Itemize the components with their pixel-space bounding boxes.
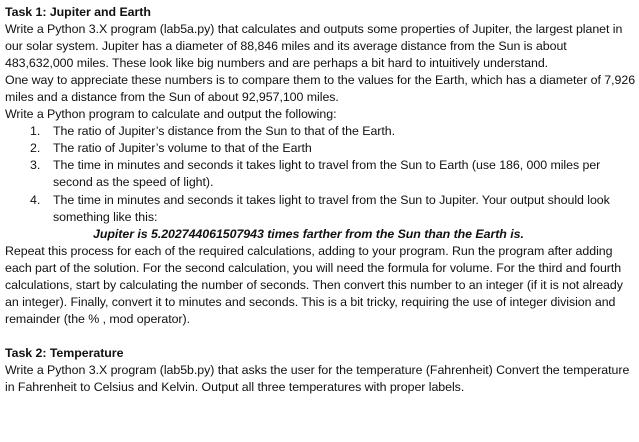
list-item xyxy=(5,192,636,226)
list-item-number: 3. xyxy=(30,158,41,173)
list-item-text: The ratio of Jupiter’s volume to that of the Earth xyxy=(53,141,312,156)
task2-body: Write a Python 3.X program (lab5b.py) that asks the user for the temperature (Fahrenheit) Convert the temperature in Fahrenheit to Celsius and Kelvin. Output all three temperatures with proper labels. xyxy=(5,362,630,394)
requirements-list xyxy=(5,123,636,225)
list-item-number: 2. xyxy=(30,141,41,156)
list-item-text: The ratio of Jupiter’s distance from the Sun to that of the Earth. xyxy=(53,124,395,139)
sample-output: Jupiter is 5.202744061507943 times farther from the Sun than the Earth is. xyxy=(93,226,524,241)
list-item xyxy=(5,157,636,191)
list-item xyxy=(5,123,636,140)
task1-intro: Write a Python 3.X program (lab5a.py) that calculates and outputs some properties of Jupiter, the largest planet in our solar system. Jupiter has a diameter of 88,846 miles and its average distance from the Sun is about 483,632,000 miles. These look like big numbers and are perhaps a bit hard to intuitively understand. xyxy=(5,22,623,71)
list-item-number: 1. xyxy=(30,124,41,139)
section-gap xyxy=(5,328,636,345)
list-item-number: 4. xyxy=(30,192,41,207)
list-item-text: The time in minutes and seconds it takes light to travel from the Sun to Jupiter. Your output should look something like this: xyxy=(53,192,610,224)
task1-instruction: Write a Python program to calculate and output the following: xyxy=(5,107,337,122)
task1-title: Task 1: Jupiter and Earth xyxy=(5,5,151,19)
list-item-text: The time in minutes and seconds it takes light to travel from the Sun to Earth (use 186, 000 miles per second as the speed of light). xyxy=(53,158,601,190)
task2-title: Task 2: Temperature xyxy=(5,345,124,360)
list-item xyxy=(5,140,636,157)
task1-compare: One way to appreciate these numbers is to compare them to the values for the Earth, which has a diameter of 7,926 miles and a distance from the Sun of about 92,957,100 miles. xyxy=(5,73,636,105)
task1-closing: Repeat this process for each of the required calculations, adding to your program. Run the program after adding each part of the solution. For the second calculation, you will need the formula for volume. For the third and fourth calculations, start by calculating the number of seconds. Then convert this number to an integer (if it is not already an integer). Finally, convert it to minutes and seconds. This is a bit tricky, requiring the use of integer division and remainder (the % , mod operator). xyxy=(5,243,623,326)
